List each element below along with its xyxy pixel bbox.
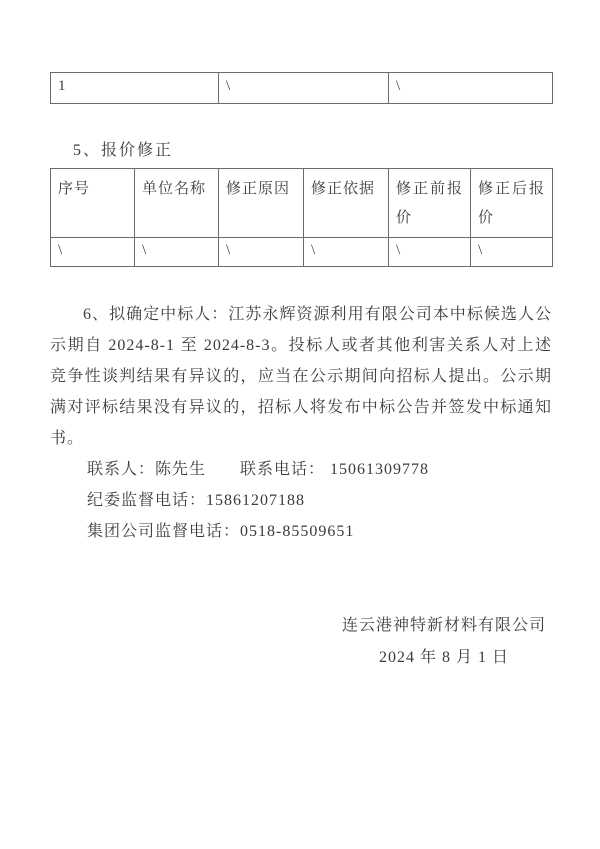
table-row (51, 73, 553, 104)
price-correction-table (50, 168, 553, 267)
signature-date: 2024 年 8 月 1 日 (378, 649, 509, 666)
column-header-basis: 修正依据 (304, 169, 389, 238)
table-cell: \ (219, 73, 389, 104)
table-cell: 1 (51, 73, 219, 104)
signature-inner (342, 610, 546, 674)
table-cell: \ (51, 238, 135, 267)
discipline-phone-line: 纪委监督电话：15861207188 (87, 492, 306, 509)
table-cell: \ (135, 238, 219, 267)
column-header-price-before: 修正前报价 (389, 169, 471, 238)
section5-heading: 5、报价修正 (73, 142, 174, 159)
table-header-row (51, 169, 553, 238)
column-header-reason: 修正原因 (219, 169, 304, 238)
group-supervision-phone-line: 集团公司监督电话：0518-85509651 (87, 523, 355, 540)
contact-person-line: 联系人：陈先生 联系电话： 15061309778 (87, 461, 430, 478)
column-header-unit-name: 单位名称 (135, 169, 219, 238)
price-correction-table-wrap (0, 168, 600, 267)
top-continuation-table (50, 72, 553, 104)
table-cell: \ (304, 238, 389, 267)
table-cell: \ (219, 238, 304, 267)
signature-block (0, 610, 546, 674)
table-row (51, 238, 553, 267)
table-cell: \ (389, 238, 471, 267)
section6-paragraph: 6、拟确定中标人：江苏永辉资源利用有限公司本中标候选人公示期自 2024-8-1 至 2024-8-3。投标人或者其他利害关系人对上述竞争性谈判结果有异议的，应当在公示期间向招标人提出。公示期满对评标结果没有异议的，招标人将发布中标公告并签发中标通知书。 (50, 306, 552, 447)
column-header-price-after: 修正后报价 (471, 169, 553, 238)
column-header-seq: 序号 (51, 169, 135, 238)
table-cell: \ (389, 73, 553, 104)
signature-company: 连云港神特新材料有限公司 (341, 617, 546, 634)
contact-block (50, 454, 552, 547)
table-cell: \ (471, 238, 553, 267)
